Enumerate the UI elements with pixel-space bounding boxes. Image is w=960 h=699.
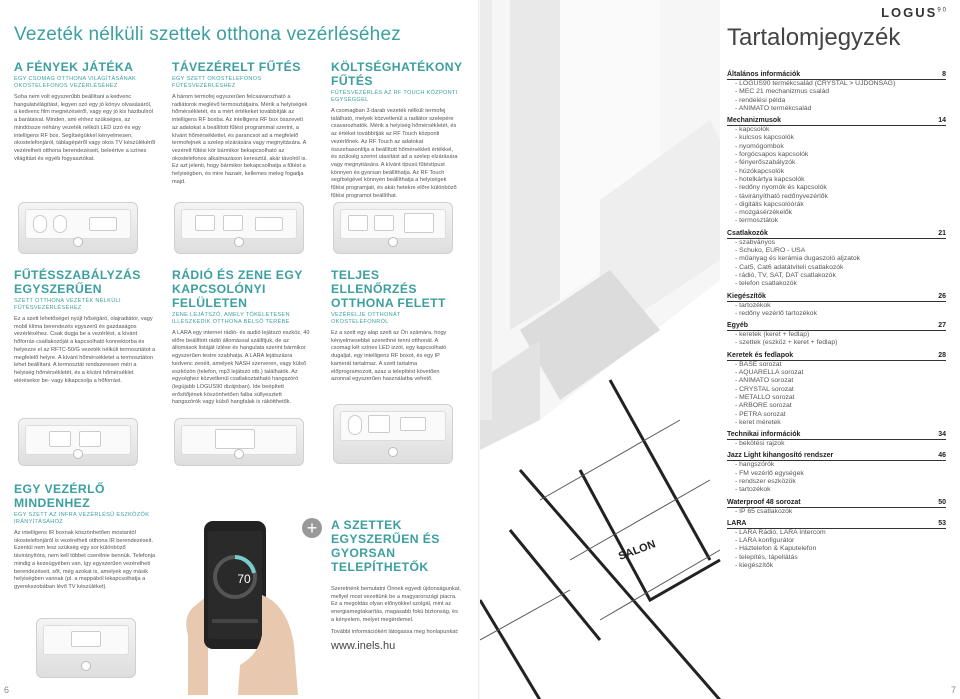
rf-box-image xyxy=(255,217,283,231)
section-body: Ez a szett egy alap szett az Ön számára, hogy kényelmesebbé szerethné tenni otthonát. A csomag két színes LED izzót, egy kapcsolható dugaljat, egy intelligens RF boxot, és egy IP kamerát tartalmaz. A szett tartalma előprogramozott, azaz a telepítést követően azonnal egyszerűen használatba vehető. xyxy=(331,330,447,383)
toc-section xyxy=(727,499,946,516)
toc-item: - AQUARELLA sorozat xyxy=(735,369,804,377)
toc-item: - hangszórók xyxy=(735,461,775,469)
toc-heading[interactable] xyxy=(727,117,946,126)
section-light xyxy=(14,60,156,163)
product-box-rf-touch xyxy=(333,202,453,254)
toc-heading-title: Csatlakozók xyxy=(727,229,768,237)
toc-heading-title: Technikai információk xyxy=(727,431,801,439)
section-title: EGY VEZÉRLŐ MINDENHEZ xyxy=(14,482,105,510)
product-logo-dot xyxy=(73,449,83,459)
toc-item: - Háztelefon & Kaputelefon xyxy=(735,545,817,553)
toc-item: - FM vezérlő egységek xyxy=(735,469,804,477)
toc-heading[interactable] xyxy=(727,431,946,440)
bulb-image xyxy=(33,215,47,233)
toc-heading-title: Mechanizmusok xyxy=(727,117,782,125)
toc-page-number: 26 xyxy=(938,292,946,300)
thermo-head-image xyxy=(348,215,368,231)
toc-heading-title: Általános információk xyxy=(727,71,801,78)
section-body: Az intelligens IR boxnak köszönhetően mostantól okostelefonjáról is vezérelheti otthona IR berendezéseit. Ezentúl nem lesz szükség egy sor különböző távirányítóra, nem kell többet cserélnie bennük. Telefonja mindig a kezeügyében van, így egyszerűen vezérelheti berendezéseit, sőt, még azokat is, amelyek egy másik helyiségben vannak (pl. a mappából lekapcsolhatja a gyerekszobában lévő TV készüléket). xyxy=(14,530,156,590)
product-box-light xyxy=(18,202,138,254)
toc-item: - hotelkártya kapcsolók xyxy=(735,175,805,183)
toc-page-number: 53 xyxy=(938,519,946,527)
section-easy-install xyxy=(331,518,461,652)
section-body: Ez a szett lehetőséget nyújt hőségáró, olajradiátor, vagy mobil klíma berendezés egyszerű és gazdaságos vezérléséhez. Csak dugja be a vezérlést, a kívánt hőforrás csatlakozóját a kapcsolható konnektorba és helyezze el az RFTC-50/G vezeték nélküli termosztátot a megfelelő helyre. A kívánt hőmérsékletet a termosztáton lehet beállítani. A termosztát rendszeresen méri a helyiség hőmérsékletét, és a kívánt hőmérséklet elérésekor be- vagy kikapcsolja a hőforrást. xyxy=(14,316,156,384)
section-title: A FÉNYEK JÁTÉKA xyxy=(14,60,134,74)
section-body: Soha nem volt egyszerűbb beállítani a kedvenc hangulatvilágítást, legyen szó egy jó könyv olvasásáról, a kedvenc film megnézéséről, vagy egy jó kis házibuliról a barátaival. Minden, ami ehhez szükséges, az mindössze néhány vezeték nélküli LED izzó és egy intelligens RF box. Segítségükkel kényelmesen, okostelefonjáról, táblagépéről vagy okos TV készülékéről vezérelheti otthona berendezéseit, beleértve a színes világítást és egyéb fogyasztókat. xyxy=(14,94,156,162)
lara-device-image xyxy=(215,429,255,449)
toc-item: - nyomógombok xyxy=(735,142,784,150)
product-box-ir xyxy=(36,618,136,678)
toc-item: - szettek (eszköz + keret + fedlap) xyxy=(735,339,838,347)
toc-page-number: 14 xyxy=(938,117,946,125)
thermo-head-image xyxy=(195,215,215,231)
toc-item: - PETRA sorozat xyxy=(735,410,786,418)
product-logo-dot xyxy=(234,237,244,247)
thermo-head-image xyxy=(374,215,394,231)
toc-item: - kulcsos kapcsolók xyxy=(735,134,794,142)
toc-item: - ARBORE sorozat xyxy=(735,402,792,410)
toc-item: - Schuko, EURO - USA xyxy=(735,247,806,255)
rf-box-image xyxy=(89,217,117,231)
toc-item: - Cat5, Cat6 adatátviteli csatlakozók xyxy=(735,263,844,271)
socket-image xyxy=(79,431,101,447)
product-logo-dot xyxy=(81,661,91,671)
product-logo-dot xyxy=(73,237,83,247)
product-logo-dot xyxy=(388,447,398,457)
toc-title: Tartalomjegyzék xyxy=(727,24,901,51)
product-box-heating xyxy=(174,202,304,254)
toc-item: - szabványos xyxy=(735,238,776,246)
phone-in-hand-image xyxy=(178,515,308,695)
thermo-head-image xyxy=(223,215,243,231)
section-title: FŰTÉSSZABÁLYZÁS EGYSZERŰEN xyxy=(14,268,141,296)
toc-item: - távirányítható redőnyvezérlők xyxy=(735,192,828,200)
toc-heading[interactable] xyxy=(727,293,946,302)
toc-heading[interactable] xyxy=(727,322,946,331)
toc-item: - LOGUS90 termékcsalád (CRYSTAL > ÚJDONSÁG) xyxy=(735,80,896,87)
toc-item: - MEC 21 mechanizmus család xyxy=(735,88,830,96)
toc-item: - telefon csatlakozók xyxy=(735,280,797,288)
toc-heading-title: Egyéb xyxy=(727,322,749,330)
toc-item: - kapcsolók xyxy=(735,126,770,134)
floor-label: SALON xyxy=(616,538,658,563)
section-title: KÖLTSÉGHATÉKONY FŰTÉS xyxy=(331,60,463,88)
section-title: TELJES ELLENŐRZÉS OTTHONA FELETT xyxy=(331,268,446,310)
toc-section xyxy=(727,352,946,427)
toc-item: - LARA konfigurátor xyxy=(735,537,795,545)
website-link[interactable]: www.inels.hu xyxy=(331,640,396,653)
section-body: A csomagban 3 darab vezeték nélküli termofej található, melyek közvetlenül a radiátor szelepére csavarozhatók. Mérik a helyiség hőmérsékletét, és az értéket továbbítják az RF Touch központi vezérlőnek. Az RF Touch az adatokat összehasonlítja a beállított hőmérsékleti értékkel, és szükség szerint utasítást ad a szelep elzárására vagy megnyitására. A kívánt típusú fűtéstípust könnyen és gyorsan beállíthatja. Az RF Touch segítségével könnyen beállíthatja a helyiségek fűtési programjait, és akár hetekre előre különböző fűtési programot beállíthat. xyxy=(331,108,458,199)
more-info-text: További információkért látogassa meg honlapunkat: xyxy=(331,628,459,635)
toc-heading-title: LARA xyxy=(727,519,747,527)
toc-item: - redőny vezérlő tartozékok xyxy=(735,309,817,317)
section-body: Szeretnénk bemutatni Önnek egyedi újdonságunkat, mellyel most vezettünk be a magyarországi piacra. Ez a megoldás olyan előnyökkel szolgál, mint az energiamegtakarítás, magasabb fokú biztonság, és a kényelem, melyet megérdemel. xyxy=(331,586,461,623)
product-box-thermostat xyxy=(18,418,138,466)
toc-item: - BASE sorozat xyxy=(735,360,782,368)
toc-item: - húzókapcsolók xyxy=(735,167,785,175)
plus-icon: + xyxy=(302,518,322,538)
section-title: RÁDIÓ ÉS ZENE EGY KAPCSOLÓNYI FELÜLETEN xyxy=(172,268,303,310)
section-body: A LARA egy internet rádió- és audió lejátszó eszköz, 40 előre beállított rádió állomással szállítjuk, de az állomások listáját ízlése és hangulata szerint bármikor egyszerűen testre szabhatja. A LARA lejátszásra kedvenc zenéit, amelyek NASH szerveren, vagy külső eszközön (telefon, mp3 lejátszó stb.) találhatók. Az egységhez közvetlenül csatlakoztatható hangszóró (legújabb LOGUS90 dizájnban). Ide beépített erősítőjének köszönhetően falba süllyesztett hangszórók vagy külső hangfalak is rákötthetők. xyxy=(172,330,310,406)
toc-item: - redőny nyomók és kapcsolók xyxy=(735,184,827,192)
section-body: A három termofej egyszerűen felcsavarozható a radiátorok meglévő termosztátjaira. Mérik a helyiségek hőmérsékletét, és a mért értékeket továbbítják az intelligens RF boxba. Az intelligens RF box összeveti az adatokat a beállított fűtési programmal szerint, a kívánt hőmérséklettel, és parancsot ad a megfelelő termofejnek a szelep elzárására vagy megnyitására. A vezérelt fűtési kör bármikor bekapcsolható az okostelefonos alkalmazáson keresztül, akár távolról is. Ez azt jelenti, hogy bármikor bekapcsolhatja a fűtést a helyiségben, és mire hazaér, kellemes meleg fogadja majd. xyxy=(172,94,308,185)
section-easy-heating xyxy=(14,268,156,385)
thermostat-image xyxy=(49,431,71,447)
toc-heading[interactable] xyxy=(727,230,946,239)
toc-item: - kiegészítők xyxy=(735,562,774,570)
spread-title: Vezeték nélküli szettek otthona vezérléséhez xyxy=(14,24,401,45)
toc-heading-title: Waterproof 48 sorozat xyxy=(727,498,801,506)
toc-section xyxy=(727,452,946,494)
section-full-control xyxy=(331,268,459,384)
toc-heading-title: Jazz Light kihangosító rendszer xyxy=(727,452,834,460)
product-logo-dot xyxy=(234,449,244,459)
toc-item: - rendszer eszközök xyxy=(735,477,796,485)
toc-item: - telepítés, tápellátás xyxy=(735,553,798,561)
toc-section xyxy=(727,293,946,319)
toc-item: - bekötési rajzok xyxy=(735,440,785,448)
rf-touch-image xyxy=(404,213,434,233)
section-title: A SZETTEK EGYSZERŰEN ÉS GYORSAN TELEPÍTHETŐK xyxy=(331,518,440,574)
product-box-full-control xyxy=(333,404,453,464)
toc-heading[interactable] xyxy=(727,520,946,529)
toc-item: - rendelési példa xyxy=(735,96,786,104)
toc-section xyxy=(727,431,946,448)
section-subtitle: EGY SZETT OKOSTELEFONOS FŰTÉSVEZÉRLÉSHEZ xyxy=(172,76,262,89)
logo-sup: 90 xyxy=(937,7,948,14)
product-logo-dot xyxy=(388,237,398,247)
toc-page-number: 21 xyxy=(938,229,946,237)
toc-item: - tartozékok xyxy=(735,486,771,494)
toc-item: - ANIMATO sorozat xyxy=(735,377,794,385)
section-one-controller xyxy=(14,482,156,592)
section-remote-heating xyxy=(172,60,310,186)
section-subtitle: SZETT OTTHONA VEZETÉK NÉLKÜLI FŰTÉSVEZÉRLÉSÉHEZ xyxy=(14,298,121,311)
ir-box-image xyxy=(71,631,101,647)
toc-page-number: 46 xyxy=(938,452,946,460)
toc-item: - mozgásérzékelők xyxy=(735,209,793,217)
page-number-right: 7 xyxy=(950,685,956,695)
section-subtitle: EGY CSOMAG OTTHONA VILÁGÍTÁSÁNAK OKOSTELEFONOS VEZÉRLÉSÉHEZ xyxy=(14,76,137,89)
bulb-image xyxy=(53,215,67,233)
toc-heading[interactable] xyxy=(727,71,946,80)
section-subtitle: ZENE LEJÁTSZÓ, AMELY TÖKÉLETESEN ILLESZKEDIK OTTHONA BELSŐ TERÉBE xyxy=(172,312,290,325)
toc-item: - termosztátok xyxy=(735,217,779,225)
toc-item: - METALLO sorozat xyxy=(735,393,795,401)
toc-item: - műanyag és kerámia dugaszoló aljzatok xyxy=(735,255,861,263)
toc-item: - digitális kapcsolóórák xyxy=(735,200,804,208)
toc-page-number: 8 xyxy=(942,71,946,78)
toc-section xyxy=(727,520,946,570)
toc-heading-title: Keretek és fedlapok xyxy=(727,351,794,359)
toc-item: - tartozékok xyxy=(735,301,771,309)
toc-item: - CRYSTAL sorozat xyxy=(735,385,794,393)
toc-heading[interactable] xyxy=(727,352,946,361)
phone-temperature: 70 xyxy=(237,572,251,586)
section-title: TÁVEZÉRELT FŰTÉS xyxy=(172,60,301,74)
right-page xyxy=(480,0,960,699)
table-of-contents xyxy=(727,71,946,574)
section-cost-effective-heating xyxy=(331,60,463,200)
section-subtitle: VEZÉRELJE OTTHONÁT OKOSTELEFONRÓL xyxy=(331,312,401,325)
toc-page-number: 27 xyxy=(938,322,946,330)
toc-item: - fényerőszabályzók xyxy=(735,159,796,167)
toc-heading[interactable] xyxy=(727,499,946,508)
section-radio-music xyxy=(172,268,312,407)
toc-item: - ANIMATO termékcsalád xyxy=(735,104,812,112)
page-number-left: 6 xyxy=(4,685,10,695)
section-subtitle: FŰTÉSVEZÉRLÉS AZ RF TOUCH KÖZPONTI EGYSÉGGEL xyxy=(331,90,458,103)
toc-heading-title: Kiegészítők xyxy=(727,292,766,300)
toc-item: - keretek (keret + fedlap) xyxy=(735,331,810,339)
camera-image xyxy=(368,415,390,433)
toc-item: - keret méretek xyxy=(735,418,781,426)
toc-heading[interactable] xyxy=(727,452,946,461)
logo-text: LOGUS xyxy=(881,5,938,20)
toc-item: - IP 65 csatlakozók xyxy=(735,507,793,515)
bulb-image xyxy=(348,415,362,435)
toc-section xyxy=(727,322,946,348)
toc-item: - rádió, TV, SAT, DAT csatlakozók xyxy=(735,271,836,279)
toc-section xyxy=(727,230,946,289)
toc-section xyxy=(727,117,946,226)
toc-item: - forgócsapos kapcsolók xyxy=(735,151,809,159)
section-subtitle: EGY SZETT AZ INFRA VEZÉRLÉSŰ ESZKÖZÖK IRÁNYÍTÁSÁHOZ xyxy=(14,512,150,525)
product-box-lara xyxy=(174,418,304,466)
toc-page-number: 28 xyxy=(938,351,946,359)
toc-page-number: 34 xyxy=(938,431,946,439)
toc-page-number: 50 xyxy=(938,498,946,506)
rf-box-image xyxy=(400,417,426,431)
toc-section xyxy=(727,71,946,113)
brand-logo xyxy=(881,5,948,20)
toc-item: - LARA Rádió, LARA Intercom xyxy=(735,528,826,536)
